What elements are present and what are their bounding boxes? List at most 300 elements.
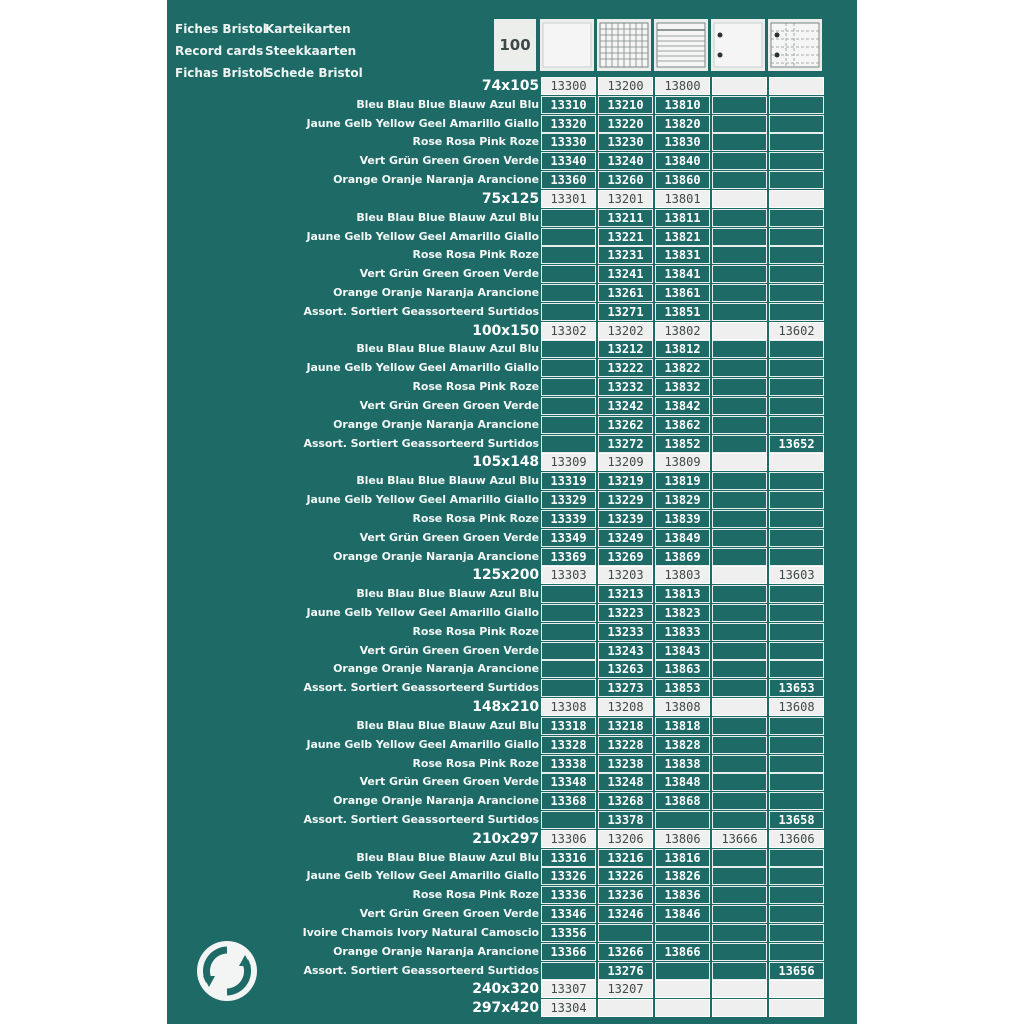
reference-code-cell xyxy=(541,265,596,283)
color-label: Vert Grün Green Groen Verde xyxy=(359,643,539,657)
reference-code-cell: 13209 xyxy=(598,453,653,471)
color-label: Rose Rosa Pink Roze xyxy=(412,380,539,394)
reference-code-cell: 13238 xyxy=(598,755,653,773)
reference-code-cell xyxy=(712,980,767,998)
reference-code-cell xyxy=(712,849,767,867)
reference-code-cell: 13818 xyxy=(655,717,710,735)
header-line-3 xyxy=(175,66,363,80)
reference-code-cell: 13266 xyxy=(598,943,653,961)
reference-code-cell: 13202 xyxy=(598,322,653,340)
reference-code-cell xyxy=(712,416,767,434)
header-it: Schede Bristol xyxy=(265,66,363,80)
header-line-1 xyxy=(175,22,351,36)
reference-code-cell: 13239 xyxy=(598,510,653,528)
reference-code-cell xyxy=(541,340,596,358)
reference-code-cell xyxy=(712,604,767,622)
reference-code-cell xyxy=(769,736,824,754)
color-label: Jaune Gelb Yellow Geel Amarillo Giallo xyxy=(306,737,539,751)
color-label: Bleu Blau Blue Blauw Azul Blu xyxy=(356,718,539,732)
reference-code-cell: 13268 xyxy=(598,792,653,810)
reference-code-cell: 13212 xyxy=(598,340,653,358)
reference-code-cell: 13820 xyxy=(655,115,710,133)
pack-count-label: 100 xyxy=(499,36,531,54)
reference-code-cell: 13822 xyxy=(655,359,710,377)
reference-code-cell: 13329 xyxy=(541,491,596,509)
reference-code-cell xyxy=(769,190,824,208)
reference-code-cell xyxy=(712,510,767,528)
reference-code-cell xyxy=(712,96,767,114)
reference-code-cell xyxy=(712,133,767,151)
reference-code-cell: 13226 xyxy=(598,867,653,885)
reference-code-cell: 13851 xyxy=(655,303,710,321)
color-label: Vert Grün Green Groen Verde xyxy=(359,154,539,168)
reference-code-cell xyxy=(769,265,824,283)
reference-code-cell: 13369 xyxy=(541,548,596,566)
color-label: Jaune Gelb Yellow Geel Amarillo Giallo xyxy=(306,869,539,883)
reference-code-cell xyxy=(712,397,767,415)
reference-code-cell: 13861 xyxy=(655,284,710,302)
reference-code-cell xyxy=(712,717,767,735)
color-label: Jaune Gelb Yellow Geel Amarillo Giallo xyxy=(306,605,539,619)
reference-code-cell xyxy=(769,510,824,528)
punched-grid-card-icon xyxy=(768,19,822,71)
reference-code-cell xyxy=(769,905,824,923)
color-label: Orange Oranje Naranja Arancione xyxy=(333,944,539,958)
reference-code-cell xyxy=(541,397,596,415)
reference-code-cell xyxy=(541,660,596,678)
reference-code-cell xyxy=(541,416,596,434)
reference-code-cell: 13832 xyxy=(655,378,710,396)
reference-code-cell xyxy=(712,679,767,697)
color-label: Vert Grün Green Groen Verde xyxy=(359,907,539,921)
reference-code-cell: 13821 xyxy=(655,228,710,246)
reference-code-cell xyxy=(712,698,767,716)
reference-code-cell: 13248 xyxy=(598,773,653,791)
reference-code-cell xyxy=(712,77,767,95)
reference-code-cell xyxy=(655,999,710,1017)
reference-code-cell: 13271 xyxy=(598,303,653,321)
reference-code-cell: 13276 xyxy=(598,962,653,980)
reference-code-cell: 13228 xyxy=(598,736,653,754)
reference-code-cell: 13218 xyxy=(598,717,653,735)
reference-code-cell xyxy=(769,209,824,227)
reference-code-cell: 13852 xyxy=(655,435,710,453)
color-label: Assort. Sortiert Geassorteerd Surtidos xyxy=(303,436,539,450)
color-label: Jaune Gelb Yellow Geel Amarillo Giallo xyxy=(306,493,539,507)
reference-code-cell xyxy=(712,811,767,829)
reference-code-cell: 13243 xyxy=(598,642,653,660)
reference-code-cell xyxy=(769,924,824,942)
reference-code-cell: 13320 xyxy=(541,115,596,133)
green-dot-recycle-icon xyxy=(196,940,258,1002)
reference-code-cell xyxy=(712,359,767,377)
reference-code-cell xyxy=(541,585,596,603)
color-label: Jaune Gelb Yellow Geel Amarillo Giallo xyxy=(306,116,539,130)
reference-code-cell xyxy=(769,284,824,302)
reference-code-cell xyxy=(769,755,824,773)
size-label: 125x200 xyxy=(472,567,539,584)
reference-code-cell: 13829 xyxy=(655,491,710,509)
color-label: Orange Oranje Naranja Arancione xyxy=(333,286,539,300)
color-label: Orange Oranje Naranja Arancione xyxy=(333,173,539,187)
color-label: Rose Rosa Pink Roze xyxy=(412,624,539,638)
reference-code-cell xyxy=(655,962,710,980)
reference-code-cell xyxy=(769,999,824,1017)
color-label: Orange Oranje Naranja Arancione xyxy=(333,417,539,431)
color-label: Rose Rosa Pink Roze xyxy=(412,135,539,149)
size-label: 100x150 xyxy=(472,322,539,339)
reference-code-cell: 13809 xyxy=(655,453,710,471)
reference-code-cell: 13223 xyxy=(598,604,653,622)
header-fr: Fiches Bristol xyxy=(175,22,267,36)
size-label: 74x105 xyxy=(481,78,539,94)
reference-code-cell: 13201 xyxy=(598,190,653,208)
reference-code-cell xyxy=(655,811,710,829)
reference-code-cell xyxy=(712,886,767,904)
reference-code-cell xyxy=(712,246,767,264)
reference-code-cell xyxy=(769,133,824,151)
reference-code-cell: 13300 xyxy=(541,77,596,95)
reference-code-cell xyxy=(712,660,767,678)
reference-code-cell xyxy=(712,322,767,340)
reference-code-cell xyxy=(712,867,767,885)
reference-code-cell xyxy=(541,228,596,246)
reference-code-cell xyxy=(769,717,824,735)
color-label: Bleu Blau Blue Blauw Azul Blu xyxy=(356,587,539,601)
header-nl: Steekkaarten xyxy=(265,44,357,58)
reference-code-cell: 13653 xyxy=(769,679,824,697)
reference-code-cell: 13309 xyxy=(541,453,596,471)
reference-code-cell: 13242 xyxy=(598,397,653,415)
reference-code-cell: 13319 xyxy=(541,472,596,490)
reference-code-cell: 13303 xyxy=(541,566,596,584)
reference-code-cell: 13812 xyxy=(655,340,710,358)
reference-code-cell xyxy=(712,115,767,133)
reference-code-cell xyxy=(769,378,824,396)
color-label: Ivoire Chamois Ivory Natural Camoscio xyxy=(302,925,539,939)
reference-code-cell xyxy=(541,359,596,377)
reference-code-cell xyxy=(541,209,596,227)
reference-code-cell xyxy=(712,529,767,547)
reference-code-cell xyxy=(712,171,767,189)
reference-code-cell xyxy=(769,453,824,471)
reference-code-cell: 13841 xyxy=(655,265,710,283)
color-label: Bleu Blau Blue Blauw Azul Blu xyxy=(356,850,539,864)
reference-code-cell xyxy=(712,453,767,471)
reference-code-cell: 13210 xyxy=(598,96,653,114)
reference-code-cell: 13306 xyxy=(541,830,596,848)
reference-code-cell xyxy=(712,548,767,566)
reference-code-cell: 13307 xyxy=(541,980,596,998)
reference-code-cell xyxy=(769,548,824,566)
color-label: Orange Oranje Naranja Arancione xyxy=(333,549,539,563)
reference-code-cell: 13232 xyxy=(598,378,653,396)
color-label: Bleu Blau Blue Blauw Azul Blu xyxy=(356,342,539,356)
blank-card-icon xyxy=(540,19,594,71)
reference-code-cell xyxy=(769,867,824,885)
reference-code-cell: 13843 xyxy=(655,642,710,660)
color-label: Rose Rosa Pink Roze xyxy=(412,888,539,902)
reference-code-cell xyxy=(712,905,767,923)
reference-code-cell: 13826 xyxy=(655,867,710,885)
reference-code-cell xyxy=(712,472,767,490)
reference-code-cell: 13806 xyxy=(655,830,710,848)
reference-code-cell: 13846 xyxy=(655,905,710,923)
reference-code-cell: 13836 xyxy=(655,886,710,904)
reference-code-cell: 13802 xyxy=(655,322,710,340)
reference-code-cell: 13338 xyxy=(541,755,596,773)
reference-code-cell: 13348 xyxy=(541,773,596,791)
reference-code-cell xyxy=(769,529,824,547)
reference-code-cell: 13206 xyxy=(598,830,653,848)
reference-code-cell: 13368 xyxy=(541,792,596,810)
reference-code-cell: 13339 xyxy=(541,510,596,528)
reference-code-cell xyxy=(712,284,767,302)
grid-card-icon xyxy=(597,19,651,71)
reference-code-cell: 13213 xyxy=(598,585,653,603)
reference-code-cell: 13233 xyxy=(598,623,653,641)
reference-code-cell: 13830 xyxy=(655,133,710,151)
reference-code-cell: 13831 xyxy=(655,246,710,264)
reference-code-cell: 13260 xyxy=(598,171,653,189)
reference-code-cell: 13272 xyxy=(598,435,653,453)
header-de: Karteikarten xyxy=(265,22,351,36)
reference-code-cell xyxy=(712,585,767,603)
reference-code-cell xyxy=(769,623,824,641)
reference-code-cell xyxy=(655,980,710,998)
reference-code-cell: 13816 xyxy=(655,849,710,867)
reference-code-cell: 13310 xyxy=(541,96,596,114)
reference-code-cell xyxy=(541,246,596,264)
color-label: Bleu Blau Blue Blauw Azul Blu xyxy=(356,97,539,111)
reference-code-cell xyxy=(541,679,596,697)
reference-code-cell: 13603 xyxy=(769,566,824,584)
reference-code-cell xyxy=(712,924,767,942)
reference-code-cell xyxy=(712,566,767,584)
color-label: Vert Grün Green Groen Verde xyxy=(359,775,539,789)
reference-code-cell: 13828 xyxy=(655,736,710,754)
reference-code-cell xyxy=(769,246,824,264)
reference-code-cell: 13838 xyxy=(655,755,710,773)
header-es: Fichas Bristol xyxy=(175,66,267,80)
reference-code-cell: 13810 xyxy=(655,96,710,114)
reference-code-cell xyxy=(712,209,767,227)
reference-code-cell xyxy=(598,924,653,942)
reference-code-cell xyxy=(712,378,767,396)
reference-code-cell: 13606 xyxy=(769,830,824,848)
lined-card-icon xyxy=(654,19,708,71)
reference-code-cell: 13848 xyxy=(655,773,710,791)
reference-code-cell xyxy=(541,435,596,453)
color-label: Assort. Sortiert Geassorteerd Surtidos xyxy=(303,812,539,826)
reference-code-cell xyxy=(769,228,824,246)
color-label: Rose Rosa Pink Roze xyxy=(412,248,539,262)
reference-code-cell: 13326 xyxy=(541,867,596,885)
reference-code-cell: 13301 xyxy=(541,190,596,208)
reference-code-cell xyxy=(769,491,824,509)
reference-code-cell: 13863 xyxy=(655,660,710,678)
color-label: Orange Oranje Naranja Arancione xyxy=(333,662,539,676)
reference-code-cell: 13811 xyxy=(655,209,710,227)
reference-code-cell: 13261 xyxy=(598,284,653,302)
reference-code-cell: 13853 xyxy=(655,679,710,697)
reference-code-cell: 13823 xyxy=(655,604,710,622)
reference-code-cell xyxy=(769,585,824,603)
reference-code-cell xyxy=(769,472,824,490)
card-sheet xyxy=(167,0,857,1024)
reference-code-cell: 13207 xyxy=(598,980,653,998)
reference-code-cell xyxy=(769,77,824,95)
reference-code-cell xyxy=(769,340,824,358)
reference-code-cell: 13216 xyxy=(598,849,653,867)
reference-code-cell xyxy=(712,340,767,358)
reference-code-cell: 13800 xyxy=(655,77,710,95)
reference-code-cell xyxy=(541,623,596,641)
reference-code-cell: 13866 xyxy=(655,943,710,961)
color-label: Bleu Blau Blue Blauw Azul Blu xyxy=(356,210,539,224)
reference-code-cell xyxy=(712,792,767,810)
reference-code-cell xyxy=(541,642,596,660)
reference-code-cell: 13330 xyxy=(541,133,596,151)
reference-code-cell xyxy=(769,642,824,660)
color-label: Vert Grün Green Groen Verde xyxy=(359,398,539,412)
reference-code-cell xyxy=(769,943,824,961)
reference-code-cell: 13839 xyxy=(655,510,710,528)
reference-code-cell: 13269 xyxy=(598,548,653,566)
header-en: Record cards xyxy=(175,44,264,58)
reference-code-cell: 13658 xyxy=(769,811,824,829)
size-label: 148x210 xyxy=(472,699,539,716)
color-label: Assort. Sortiert Geassorteerd Surtidos xyxy=(303,681,539,695)
reference-code-cell: 13219 xyxy=(598,472,653,490)
reference-code-cell: 13221 xyxy=(598,228,653,246)
reference-code-cell xyxy=(655,924,710,942)
color-label: Assort. Sortiert Geassorteerd Surtidos xyxy=(303,963,539,977)
reference-code-cell xyxy=(712,491,767,509)
reference-code-cell: 13230 xyxy=(598,133,653,151)
reference-code-cell xyxy=(541,811,596,829)
size-label: 240x320 xyxy=(472,981,539,998)
reference-code-cell xyxy=(712,999,767,1017)
reference-code-cell xyxy=(712,190,767,208)
reference-code-cell xyxy=(769,397,824,415)
reference-code-cell: 13318 xyxy=(541,717,596,735)
hole-punched-card-icon xyxy=(711,19,765,71)
reference-code-cell xyxy=(769,604,824,622)
reference-code-cell xyxy=(712,152,767,170)
reference-code-cell: 13222 xyxy=(598,359,653,377)
reference-code-cell: 13302 xyxy=(541,322,596,340)
size-label: 75x125 xyxy=(481,190,539,207)
size-label: 105x148 xyxy=(472,454,539,471)
reference-code-cell xyxy=(769,96,824,114)
pack-count-icon xyxy=(494,19,536,71)
reference-code-cell: 13360 xyxy=(541,171,596,189)
reference-code-cell xyxy=(541,303,596,321)
reference-code-cell: 13356 xyxy=(541,924,596,942)
reference-code-cell: 13808 xyxy=(655,698,710,716)
reference-code-cell xyxy=(712,435,767,453)
reference-code-cell: 13211 xyxy=(598,209,653,227)
reference-code-cell xyxy=(712,773,767,791)
color-label: Assort. Sortiert Geassorteerd Surtidos xyxy=(303,304,539,318)
reference-code-cell: 13842 xyxy=(655,397,710,415)
color-label: Vert Grün Green Groen Verde xyxy=(359,267,539,281)
reference-code-cell xyxy=(712,265,767,283)
header-line-2 xyxy=(175,44,356,58)
reference-code-cell: 13200 xyxy=(598,77,653,95)
reference-code-cell: 13849 xyxy=(655,529,710,547)
reference-code-cell: 13813 xyxy=(655,585,710,603)
reference-code-cell: 13346 xyxy=(541,905,596,923)
reference-code-cell: 13246 xyxy=(598,905,653,923)
reference-code-cell xyxy=(769,359,824,377)
reference-code-cell: 13336 xyxy=(541,886,596,904)
reference-code-cell: 13236 xyxy=(598,886,653,904)
reference-code-cell xyxy=(769,152,824,170)
reference-code-cell xyxy=(541,604,596,622)
reference-code-cell xyxy=(712,303,767,321)
reference-code-cell xyxy=(769,773,824,791)
reference-code-cell xyxy=(712,962,767,980)
reference-code-cell xyxy=(712,642,767,660)
reference-code-cell: 13803 xyxy=(655,566,710,584)
reference-code-cell xyxy=(769,980,824,998)
reference-code-cell xyxy=(541,284,596,302)
reference-code-cell: 13263 xyxy=(598,660,653,678)
reference-code-cell: 13801 xyxy=(655,190,710,208)
reference-code-cell: 13652 xyxy=(769,435,824,453)
reference-code-cell xyxy=(769,171,824,189)
reference-code-cell: 13262 xyxy=(598,416,653,434)
reference-code-cell xyxy=(769,115,824,133)
reference-code-cell: 13304 xyxy=(541,999,596,1017)
reference-code-cell xyxy=(769,886,824,904)
reference-code-cell xyxy=(712,755,767,773)
reference-code-cell xyxy=(712,736,767,754)
color-label: Rose Rosa Pink Roze xyxy=(412,756,539,770)
reference-code-cell: 13366 xyxy=(541,943,596,961)
reference-code-cell: 13231 xyxy=(598,246,653,264)
reference-code-cell: 13860 xyxy=(655,171,710,189)
reference-code-cell: 13208 xyxy=(598,698,653,716)
reference-code-cell: 13240 xyxy=(598,152,653,170)
color-label: Jaune Gelb Yellow Geel Amarillo Giallo xyxy=(306,229,539,243)
reference-code-cell: 13316 xyxy=(541,849,596,867)
reference-code-cell xyxy=(598,999,653,1017)
reference-code-cell xyxy=(769,660,824,678)
reference-code-cell: 13378 xyxy=(598,811,653,829)
reference-code-cell xyxy=(769,849,824,867)
reference-code-cell xyxy=(769,416,824,434)
reference-code-cell: 13241 xyxy=(598,265,653,283)
reference-code-cell xyxy=(541,378,596,396)
reference-code-cell xyxy=(712,228,767,246)
reference-code-cell: 13833 xyxy=(655,623,710,641)
reference-code-cell xyxy=(541,962,596,980)
size-label: 297x420 xyxy=(472,1000,539,1017)
reference-code-cell: 13840 xyxy=(655,152,710,170)
reference-code-cell: 13862 xyxy=(655,416,710,434)
color-label: Jaune Gelb Yellow Geel Amarillo Giallo xyxy=(306,361,539,375)
reference-code-cell xyxy=(712,943,767,961)
reference-code-cell: 13308 xyxy=(541,698,596,716)
reference-code-cell: 13229 xyxy=(598,491,653,509)
reference-code-cell xyxy=(769,303,824,321)
reference-code-cell: 13869 xyxy=(655,548,710,566)
reference-code-cell: 13328 xyxy=(541,736,596,754)
reference-code-cell: 13868 xyxy=(655,792,710,810)
